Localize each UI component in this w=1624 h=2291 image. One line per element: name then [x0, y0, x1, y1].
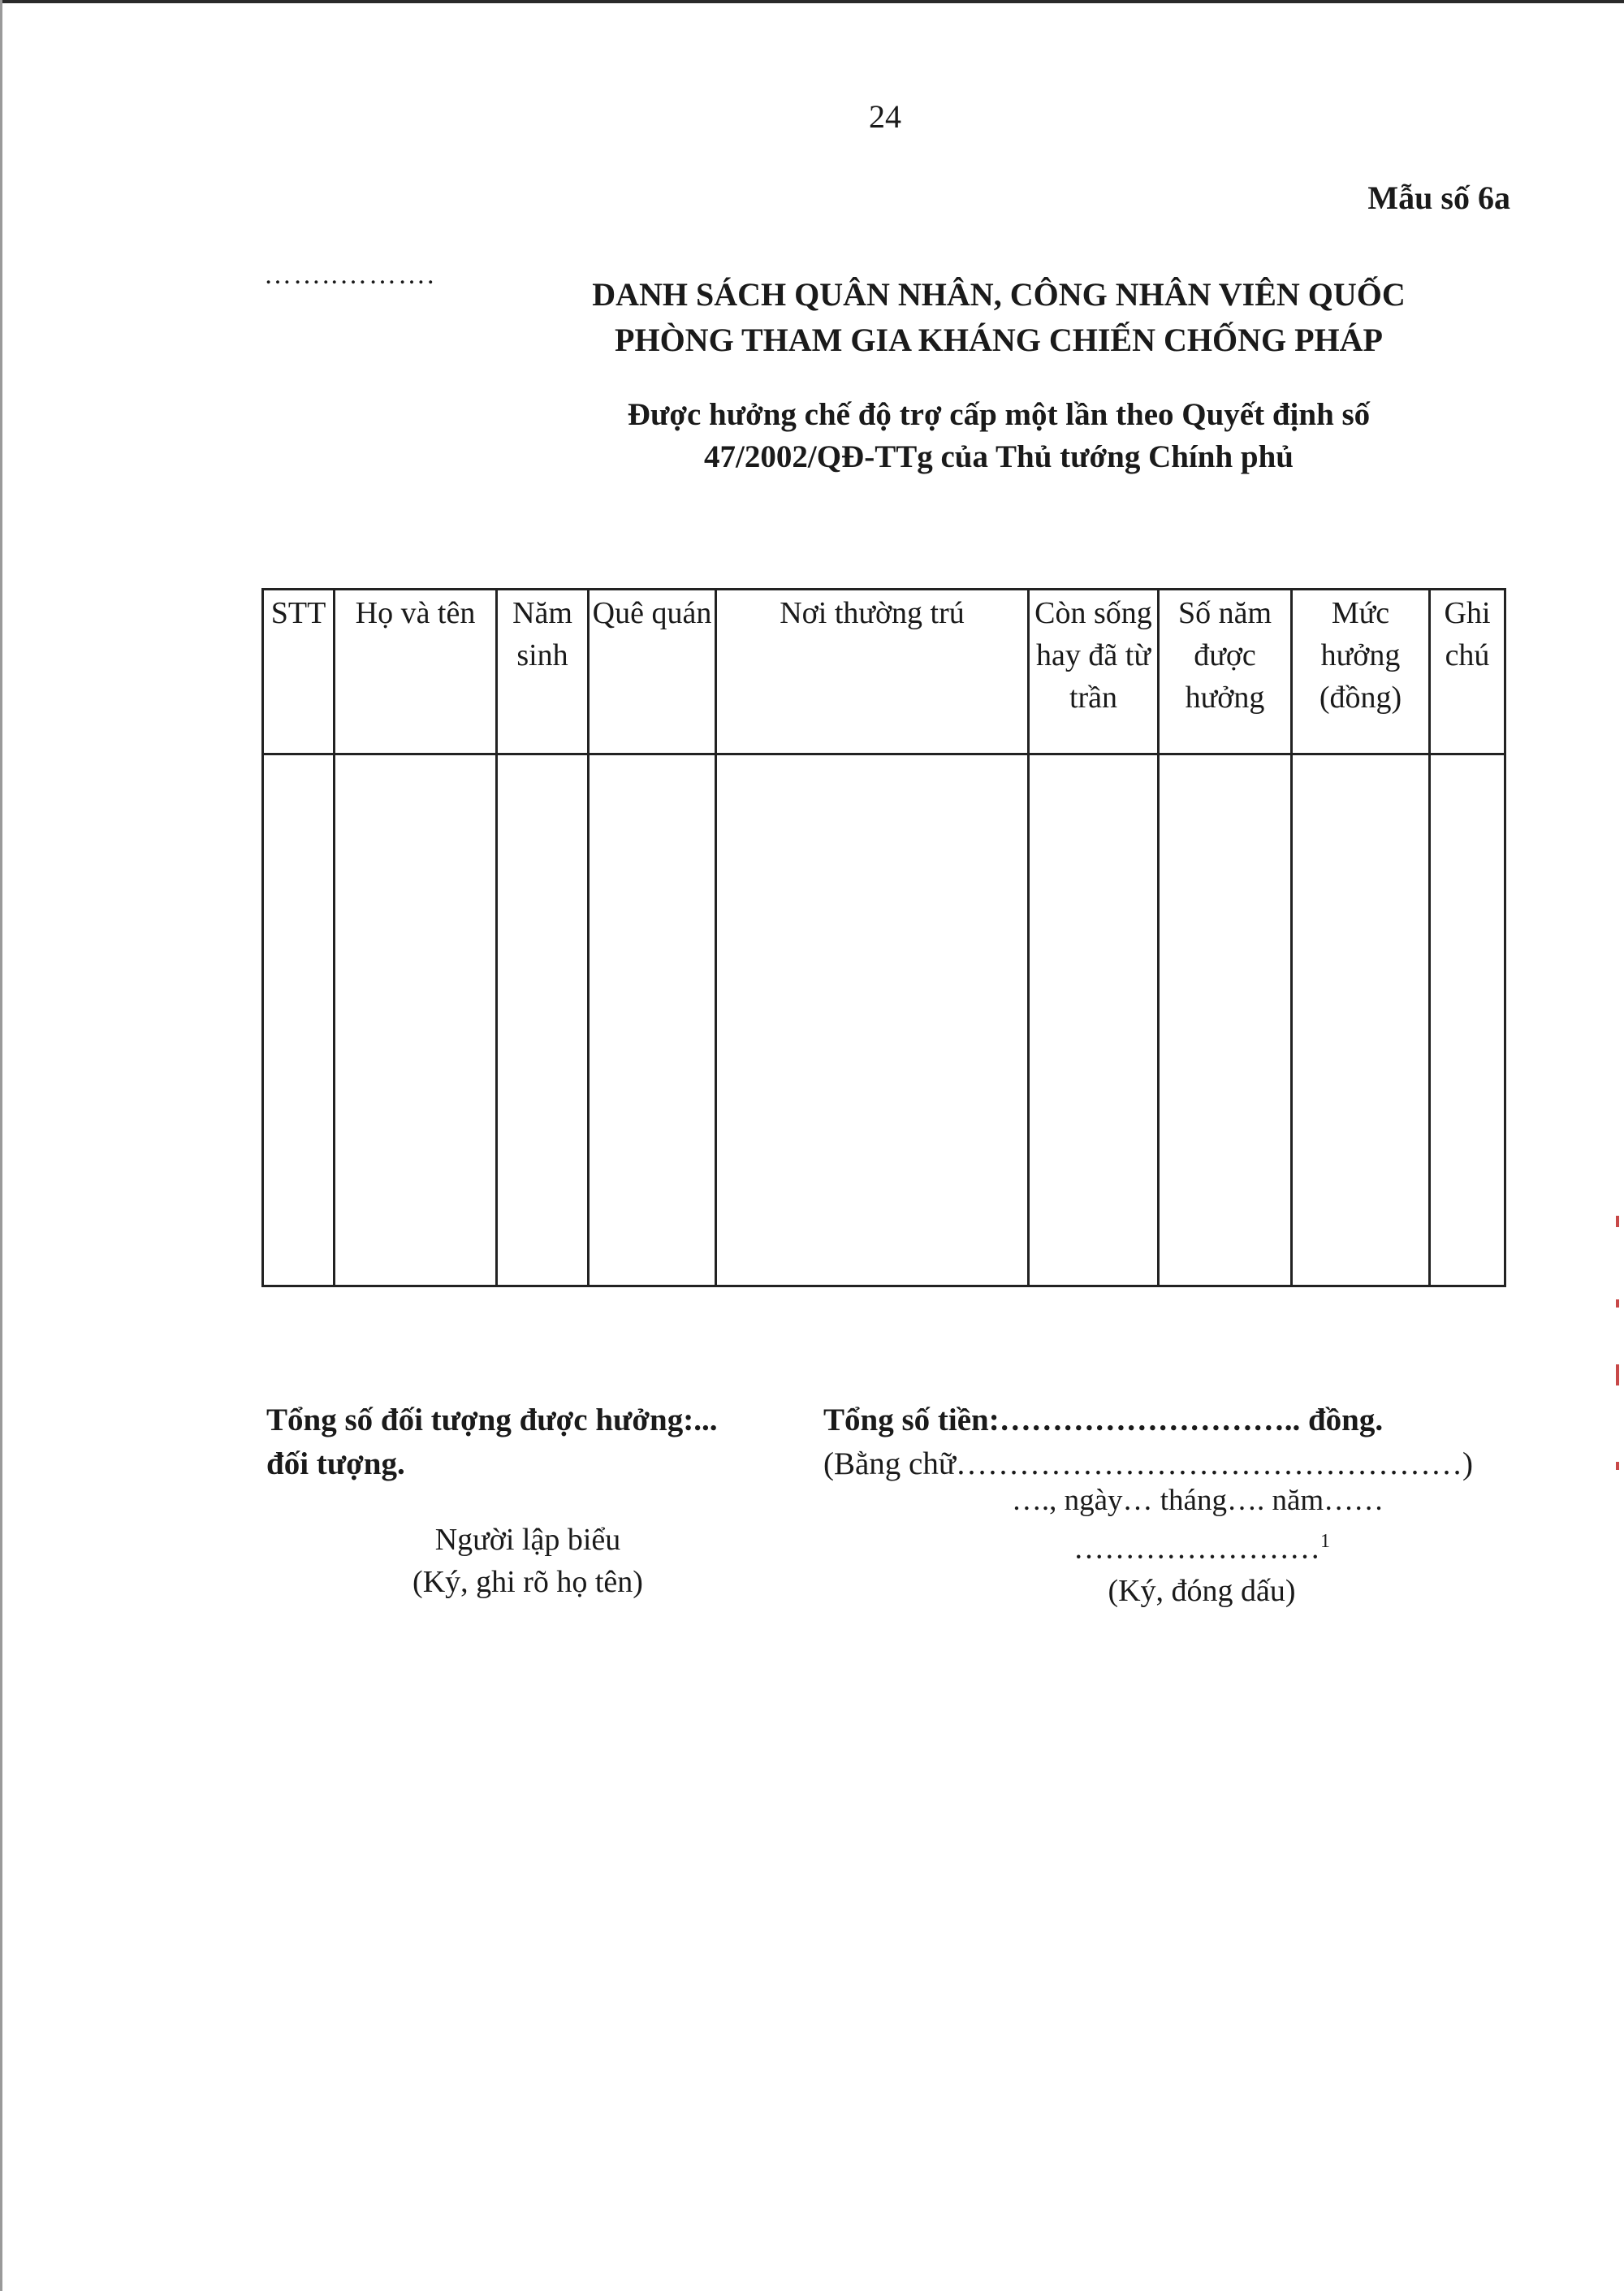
amount-in-words-line: (Bằng chữ…………………………………………) — [823, 1446, 1473, 1481]
table-header-row — [263, 590, 1505, 754]
cell-hometown[interactable] — [589, 754, 716, 1286]
cell-birth-year[interactable] — [497, 754, 589, 1286]
footnote-mark: 1 — [1320, 1531, 1330, 1552]
beneficiary-table — [261, 588, 1506, 1287]
date-line: …., ngày… tháng…. năm…… — [1011, 1484, 1384, 1517]
cell-stt[interactable] — [263, 754, 335, 1286]
total-beneficiaries — [266, 1398, 835, 1486]
title-line-1: DANH SÁCH QUÂN NHÂN, CÔNG NHÂN VIÊN QUỐC — [592, 276, 1406, 313]
page-number: 24 — [869, 98, 901, 135]
header-notes: Ghi chú — [1430, 590, 1505, 754]
header-stt: STT — [263, 590, 335, 754]
header-full-name: Họ và tên — [335, 590, 497, 754]
header-years-entitled: Số năm được hưởng — [1159, 590, 1292, 754]
cell-notes[interactable] — [1430, 754, 1505, 1286]
header-birth-year: Năm sinh — [497, 590, 589, 754]
subtitle-line-1: Được hưởng chế độ trợ cấp một lần theo Quyết định số — [627, 397, 1371, 432]
total-amount — [823, 1398, 1554, 1486]
cell-benefit-amount[interactable] — [1292, 754, 1430, 1286]
preparer-signature-block — [292, 1519, 763, 1603]
cell-full-name[interactable] — [335, 754, 497, 1286]
header-residence: Nơi thường trú — [716, 590, 1029, 754]
cell-residence[interactable] — [716, 754, 1029, 1286]
page-left-edge — [0, 0, 2, 2291]
title-line-2: PHÒNG THAM GIA KHÁNG CHIẾN CHỐNG PHÁP — [615, 322, 1383, 358]
preparer-title: Người lập biểu — [434, 1523, 621, 1557]
scan-artifact — [1616, 1299, 1619, 1308]
agency-placeholder: ……..………. — [264, 260, 436, 290]
authority-title — [974, 1520, 1429, 1570]
scan-artifact — [1616, 1216, 1619, 1227]
preparer-note: (Ký, ghi rõ họ tên) — [412, 1565, 643, 1599]
document-title — [520, 272, 1478, 363]
header-benefit-amount: Mức hưởng (đồng) — [1292, 590, 1430, 754]
total-amount-line: Tổng số tiền:……………………….. đồng. — [823, 1403, 1384, 1437]
header-hometown: Quê quán — [589, 590, 716, 754]
scan-artifact — [1616, 1462, 1619, 1470]
cell-alive-status[interactable] — [1029, 754, 1159, 1286]
form-code: Mẫu số 6a — [1367, 179, 1510, 216]
cell-years-entitled[interactable] — [1159, 754, 1292, 1286]
scan-artifact — [1616, 1364, 1619, 1385]
page-top-edge — [0, 0, 1624, 3]
header-alive-status: Còn sống hay đã từ trần — [1029, 590, 1159, 754]
total-beneficiaries-line-1: Tổng số đối tượng được hưởng:... — [266, 1403, 718, 1437]
authority-title-dots: …………………… — [1073, 1531, 1320, 1566]
table-row — [263, 754, 1505, 1286]
document-subtitle — [520, 394, 1478, 478]
subtitle-line-2: 47/2002/QĐ-TTg của Thủ tướng Chính phủ — [704, 439, 1294, 474]
authority-note: (Ký, đóng dấu) — [1108, 1573, 1296, 1608]
authority-signature-block — [974, 1520, 1429, 1612]
total-beneficiaries-line-2: đối tượng. — [266, 1446, 405, 1481]
